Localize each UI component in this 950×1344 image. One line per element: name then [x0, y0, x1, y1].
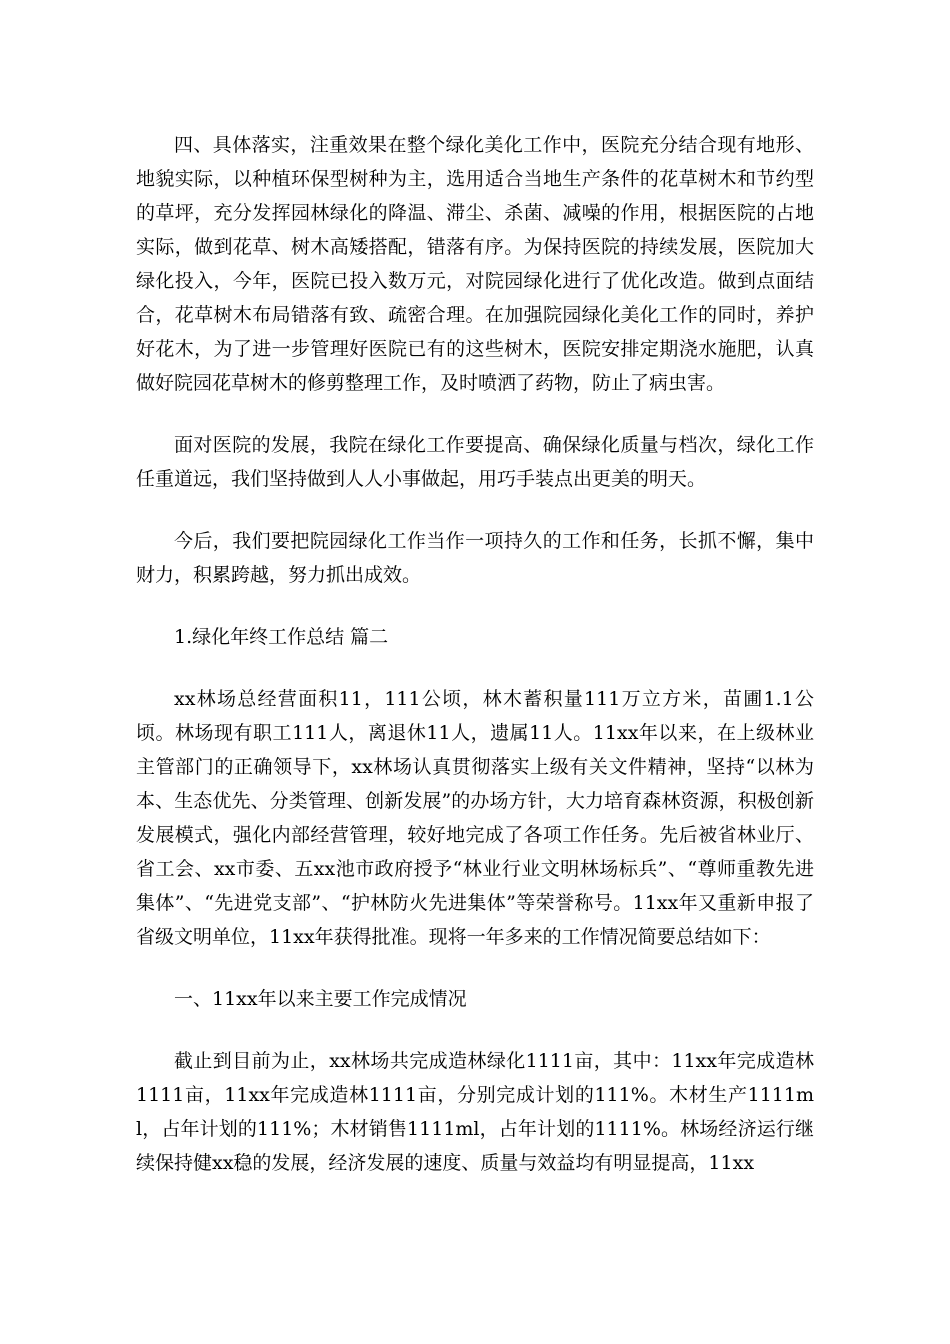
paragraph-greening-implementation: 四、具体落实，注重效果在整个绿化美化工作中，医院充分结合现有地形、地貌实际，以种植环保型树种为主，选用适合当地生产条件的花草树木和节约型的草坪，充分发挥园林绿化的降温、滞尘、杀菌、减噪的作用，根据医院的占地实际，做到花草、树木高矮搭配，错落有序。为保持医院的持续发展，医院加大绿化投入，今年，医院已投入数万元，对院园绿化进行了优化改造。做到点面结合，花草树木布局错落有致、疏密合理。在加强院园绿化美化工作的同时，养护好花木，为了进一步管理好医院已有的这些树木，医院安排定期浇水施肥，认真做好院园花草树木的修剪整理工作，及时喷洒了药物，防止了病虫害。	[136, 134, 814, 394]
paragraph-hospital-development: 面对医院的发展，我院在绿化工作要提高、确保绿化质量与档次，绿化工作任重道远，我们坚持做到人人小事做起，用巧手装点出更美的明天。	[136, 434, 814, 490]
paragraph-gap	[136, 954, 814, 982]
section-heading-part-two: 1.绿化年终工作总结 篇二	[174, 626, 389, 648]
paragraph-gap	[136, 1016, 814, 1044]
paragraph-forest-farm-overview: xx林场总经营面积11，111公顷，林木蓄积量111万立方米，苗圃1.1公顷。林场现有职工111人，离退休11人，遗属11人。11xx年以来，在上级林业主管部门的正确领导下，xx林场认真贯彻落实上级有关文件精神，坚持“以林为本、生态优先、分类管理、创新发展”的办场方针，大力培育森林资源，积极创新发展模式，强化内部经营管理，较好地完成了各项工作任务。先后被省林业厅、省工会、xx市委、五xx池市政府授予“林业行业文明林场标兵”、“尊师重教先进集体”、“先进党支部”、“护林防火先进集体”等荣誉称号。11xx年又重新申报了省级文明单位，11xx年获得批准。现将一年多来的工作情况简要总结如下：	[136, 688, 814, 948]
paragraph-gap	[136, 654, 814, 682]
paragraph-gap	[136, 496, 814, 524]
subheading-main-work: 一、11xx年以来主要工作完成情况	[174, 988, 467, 1010]
paragraph-future-plan: 今后，我们要把院园绿化工作当作一项持久的工作和任务，长抓不懈，集中财力，积累跨越，努力抓出成效。	[136, 530, 814, 586]
document-page	[136, 128, 814, 1180]
paragraph-gap	[136, 400, 814, 428]
paragraph-afforestation-results: 截止到目前为止，xx林场共完成造林绿化1111亩，其中：11xx年完成造林1111亩，11xx年完成造林1111亩，分别完成计划的111%。木材生产1111ml，占年计划的111%；木材销售1111ml，占年计划的1111%。林场经济运行继续保持健xx稳的发展，经济发展的速度、质量与效益均有明显提高，11xx	[136, 1050, 814, 1174]
paragraph-gap	[136, 592, 814, 620]
